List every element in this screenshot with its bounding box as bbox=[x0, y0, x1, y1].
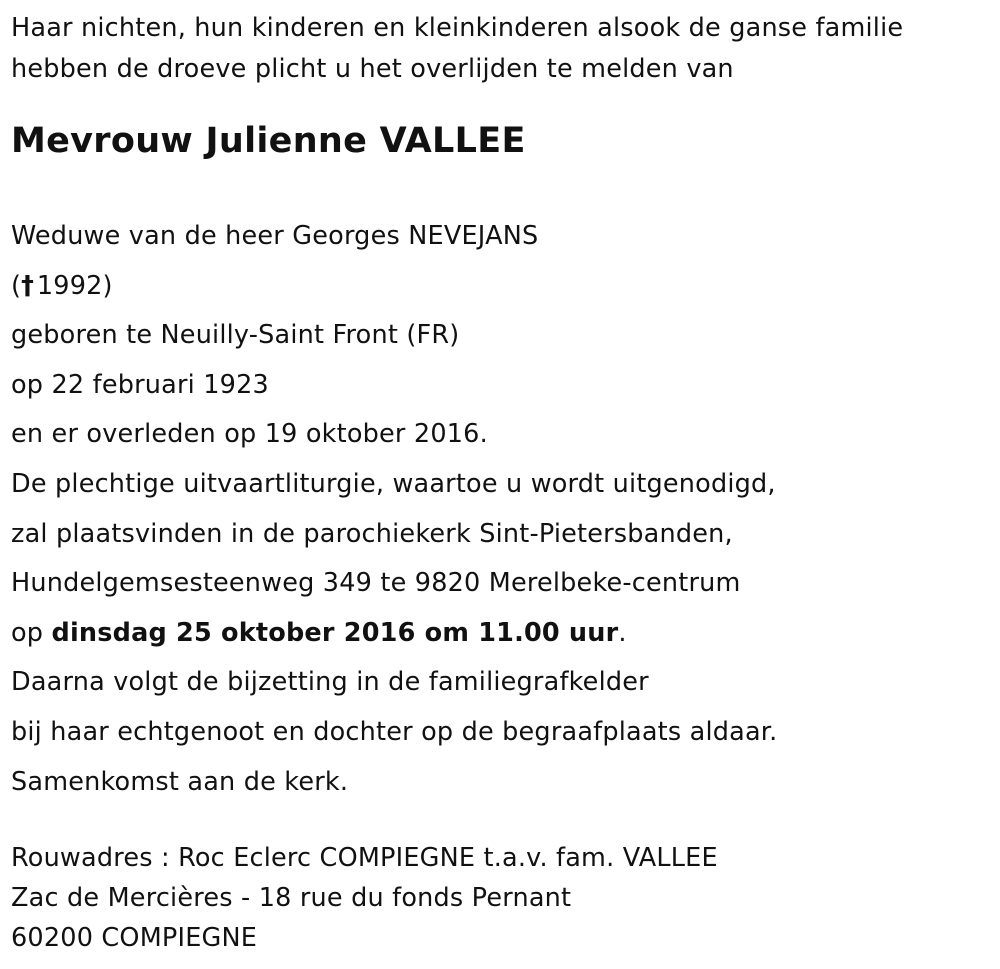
intro-text bbox=[11, 8, 903, 90]
intro-line-2: hebben de droeve plicht u het overlijden te melden van bbox=[11, 54, 734, 84]
date-prefix: op bbox=[11, 617, 44, 648]
church-line: zal plaatsvinden in de parochiekerk Sint-Pietersbanden, bbox=[11, 518, 733, 549]
death-line: en er overleden op 19 oktober 2016. bbox=[11, 419, 488, 450]
death-year: 1992) bbox=[36, 270, 113, 301]
street-line: Hundelgemsesteenweg 349 te 9820 Merelbeke-centrum bbox=[11, 568, 741, 599]
address-line-2: Zac de Mercières - 18 rue du fonds Pernant bbox=[11, 883, 572, 913]
death-year-line bbox=[11, 262, 777, 312]
intro-line-1: Haar nichten, hun kinderen en kleinkinderen alsook de ganse familie bbox=[11, 13, 904, 43]
burial-place-line: bij haar echtgenoot en dochter op de begraafplaats aldaar. bbox=[11, 716, 778, 747]
address-line-3: 60200 COMPIEGNE bbox=[11, 923, 258, 953]
cross-icon: † bbox=[21, 270, 35, 301]
ceremony-date-line bbox=[11, 609, 777, 659]
gathering-line: Samenkomst aan de kerk. bbox=[11, 766, 349, 797]
mourning-address bbox=[11, 838, 718, 958]
burial-line: Daarna volgt de bijzetting in de familiegrafkelder bbox=[11, 667, 649, 698]
birthplace-line: geboren te Neuilly-Saint Front (FR) bbox=[11, 320, 460, 351]
date-suffix: . bbox=[618, 617, 627, 648]
address-line-1: Rouwadres : Roc Eclerc COMPIEGNE t.a.v. fam. VALLEE bbox=[11, 843, 718, 873]
open-paren: ( bbox=[11, 270, 22, 301]
notice-details bbox=[11, 212, 777, 807]
deceased-name: Mevrouw Julienne VALLEE bbox=[11, 121, 526, 161]
liturgy-line: De plechtige uitvaartliturgie, waartoe u wordt uitgenodigd, bbox=[11, 468, 776, 499]
ceremony-date: dinsdag 25 oktober 2016 om 11.00 uur bbox=[51, 617, 619, 648]
birthdate-line: op 22 februari 1923 bbox=[11, 369, 269, 400]
widow-of-line: Weduwe van de heer Georges NEVEJANS bbox=[11, 221, 539, 251]
